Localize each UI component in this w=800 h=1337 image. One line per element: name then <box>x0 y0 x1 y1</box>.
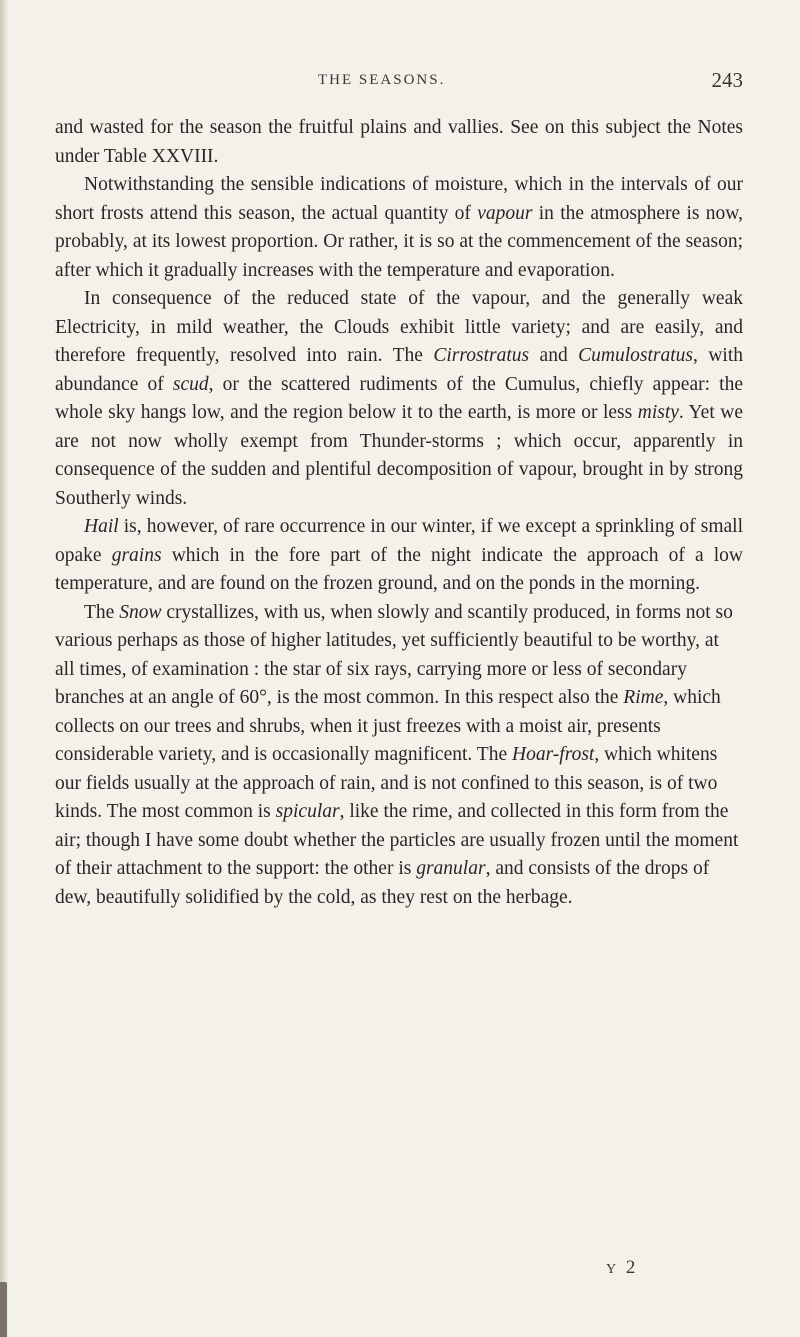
italic-term: granular <box>416 858 486 879</box>
text-run: in the atmosphere is now, probably, at its lowest proportion. Or rather, it is so at the commencement of the season; after which it gradually increases with the temperature and evaporation. <box>55 202 743 281</box>
signature-mark <box>606 1257 638 1279</box>
text-run: The <box>84 601 120 623</box>
text-run: Notwithstanding the sensible indications of moisture, which in the intervals of our short frosts attend this season, the actual quantity of <box>55 174 743 224</box>
text-run: is, however, of rare occurrence in our winter, if we except a sprinkling of small opake <box>55 516 743 566</box>
text-run: which in the fore part of the night indicate the approach of a low temperature, and are found on the frozen ground, and on the ponds in the morning. <box>55 544 744 594</box>
paragraph <box>55 599 743 913</box>
paragraph <box>55 285 743 513</box>
italic-term: scud <box>172 373 209 395</box>
italic-term: Cirrostratus <box>433 345 530 366</box>
italic-term: Cumulostratus <box>578 345 694 366</box>
italic-term: Hail <box>84 516 119 537</box>
binding-edge <box>0 0 9 1337</box>
text-run: , like the rime, and collected in this form from the air; though I have some doubt whether the particles are usually frozen until the moment of their attachment to the support: the other is <box>55 801 739 879</box>
italic-term: Snow <box>119 601 162 623</box>
italic-term: Hoar-frost <box>512 744 595 765</box>
text-run: . Yet we are not now wholly exempt from Thunder-storms ; which occur, apparently in consequence of the sudden and plentiful decomposition of vapour, brought in by strong Southerly winds. <box>55 402 743 509</box>
text-run: , and consists of the drops of dew, beautifully solidified by the cold, as they rest on the herbage. <box>55 858 710 908</box>
paragraph <box>55 513 743 599</box>
text-run: , or the scattered rudiments of the Cumulus, chiefly appear: the whole sky hangs low, and the region below it to the earth, is more or less <box>55 373 743 423</box>
binding-mark <box>0 1282 7 1337</box>
signature-letter: Y <box>606 1262 619 1277</box>
italic-term: grains <box>111 544 162 566</box>
text-run: , which whitens our fields usually at the approach of rain, and is not confined to this season, is of two kinds. The most common is <box>55 744 718 822</box>
italic-term: spicular <box>275 801 340 822</box>
italic-term: Rime <box>623 687 664 708</box>
text-run: crystallizes, with us, when slowly and scantily produced, in forms not so various perhaps as those of higher latitudes, yet sufficiently beautiful to be worthy, at all times, of examination : the star of six rays, carrying more or less of secondary branches at an angle of 60°, is the most common. In this respect also the <box>55 601 733 708</box>
text-run: and wasted for the season the fruitful plains and vallies. See on this subject the Notes under Table XXVIII. <box>55 117 743 167</box>
paragraph <box>55 171 743 285</box>
text-run: and <box>529 345 579 366</box>
italic-term: misty <box>637 402 679 423</box>
italic-term: vapour <box>477 202 533 224</box>
text-run: In consequence of the reduced state of the vapour, and the generally weak Electricity, in mild weather, the Clouds exhibit little variety; and are easily, and therefore frequently, resolved into rain. The <box>55 288 743 366</box>
running-head <box>0 68 800 96</box>
running-title: THE SEASONS. <box>318 72 446 88</box>
signature-number: 2 <box>625 1257 639 1278</box>
paragraph <box>55 114 743 171</box>
body-text <box>55 114 743 912</box>
text-run: , which collects on our trees and shrubs, when it just freezes with a moist air, presents considerable variety, and is occasionally magnificent. The <box>55 687 721 765</box>
text-run: , with abundance of <box>55 345 744 395</box>
page-number: 243 <box>711 68 743 92</box>
